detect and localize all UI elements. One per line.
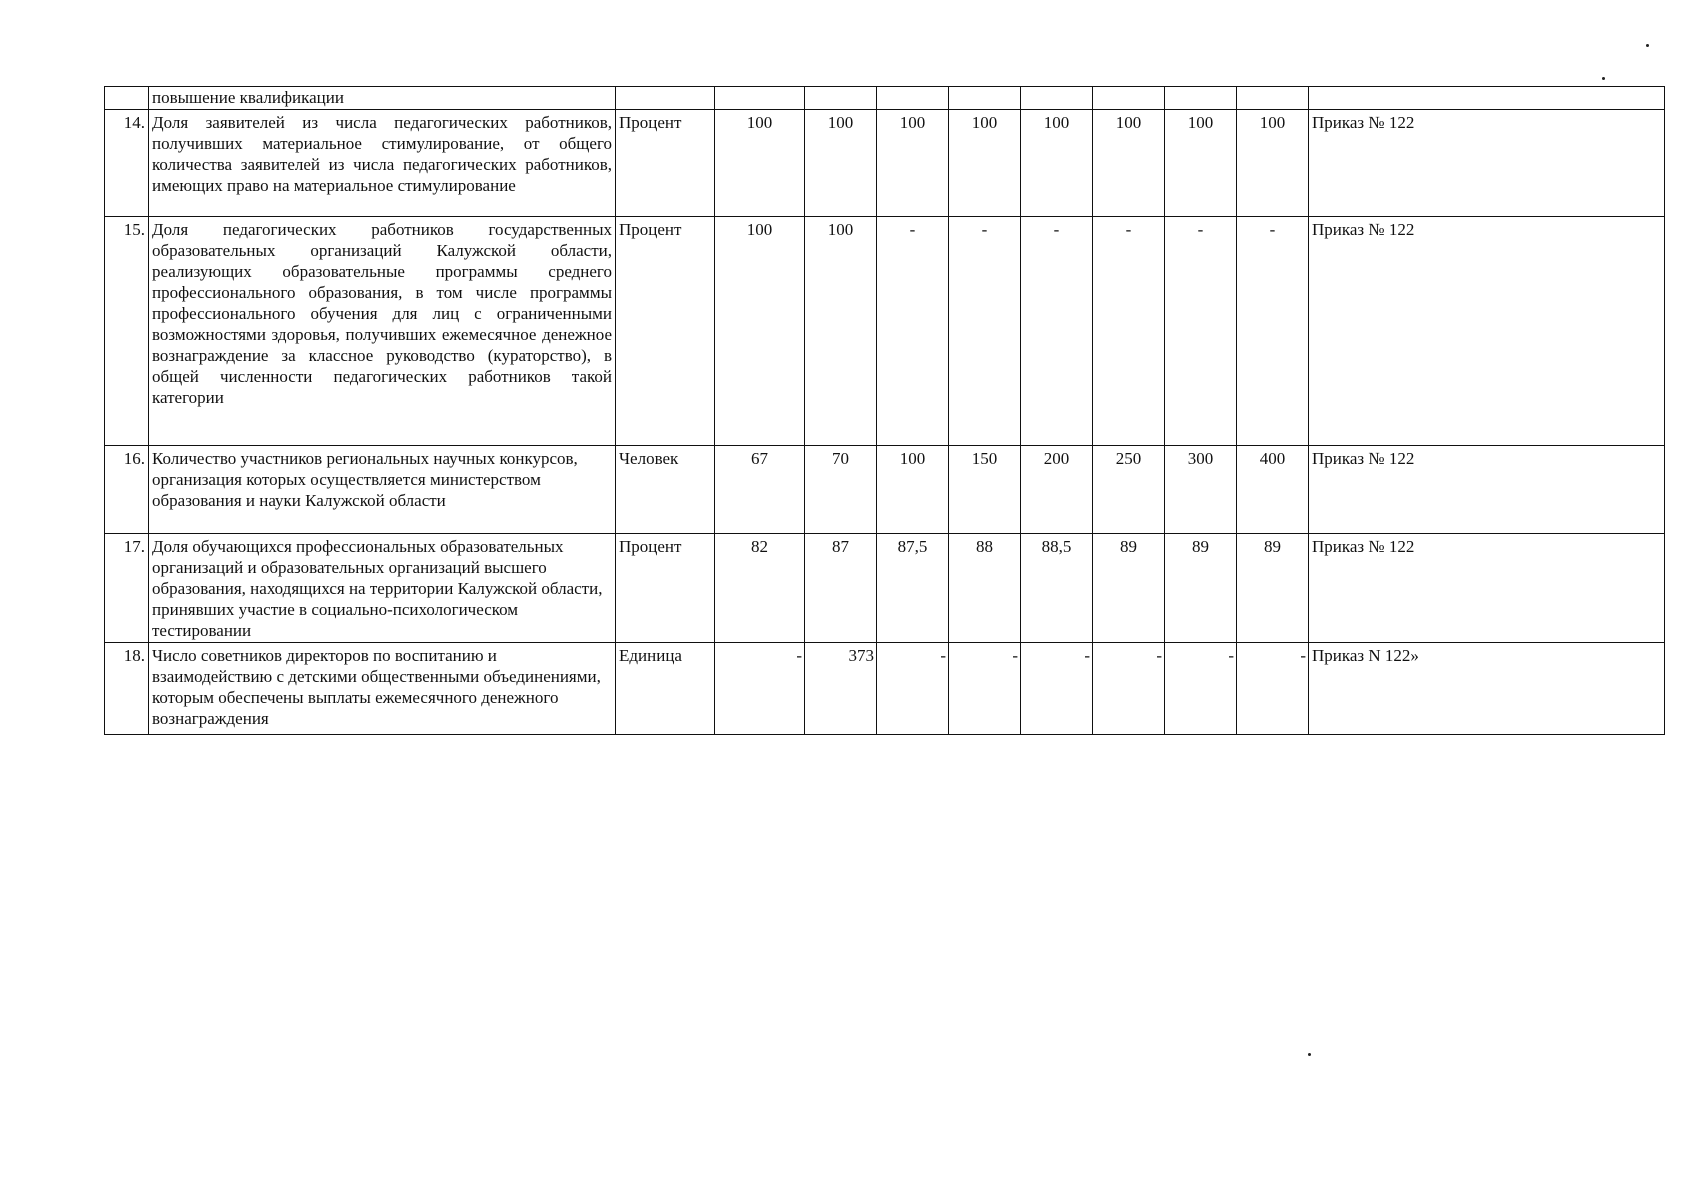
indicator-value: 100: [715, 110, 805, 217]
row-number: 15.: [105, 217, 149, 446]
indicator-value: -: [1165, 643, 1237, 735]
scan-speck: [1308, 1053, 1311, 1056]
table-row: [105, 643, 1665, 735]
value-cell: [1021, 87, 1093, 110]
unit-of-measure: Процент: [616, 217, 715, 446]
row-number: 18.: [105, 643, 149, 735]
indicator-value: 100: [949, 110, 1021, 217]
indicator-description: Количество участников региональных научных конкурсов, организация которых осуществляется министерством образования и науки Калужской области: [149, 446, 616, 534]
indicator-value: -: [1237, 217, 1309, 446]
indicator-value: -: [949, 217, 1021, 446]
indicator-value: 100: [805, 110, 877, 217]
basis-document: Приказ № 122: [1309, 446, 1665, 534]
unit-of-measure: Процент: [616, 110, 715, 217]
row-number-cell: [105, 87, 149, 110]
indicators-table: [104, 86, 1665, 735]
indicator-value: 87,5: [877, 534, 949, 643]
indicator-description: повышение квалификации: [149, 87, 616, 110]
indicator-value: 88: [949, 534, 1021, 643]
unit-cell: [616, 87, 715, 110]
value-cell: [949, 87, 1021, 110]
indicator-value: 100: [1093, 110, 1165, 217]
indicator-value: -: [1021, 217, 1093, 446]
indicator-value: 300: [1165, 446, 1237, 534]
indicator-value: 100: [715, 217, 805, 446]
indicator-value: -: [877, 643, 949, 735]
indicator-value: 100: [877, 446, 949, 534]
basis-document: Приказ N 122»: [1309, 643, 1665, 735]
indicator-value: 100: [1021, 110, 1093, 217]
indicator-value: 89: [1165, 534, 1237, 643]
table-row: [105, 534, 1665, 643]
indicator-description: Доля заявителей из числа педагогических работников, получивших материальное стимулирование, от общего количества заявителей из числа педагогических работников, имеющих право на материальное стимулирование: [149, 110, 616, 217]
scan-speck: [1646, 44, 1649, 47]
indicator-value: 373: [805, 643, 877, 735]
indicator-value: 100: [1165, 110, 1237, 217]
row-number: 17.: [105, 534, 149, 643]
basis-cell: [1309, 87, 1665, 110]
indicator-value: 87: [805, 534, 877, 643]
value-cell: [715, 87, 805, 110]
indicator-value: -: [1093, 217, 1165, 446]
table-row: [105, 446, 1665, 534]
indicator-value: 67: [715, 446, 805, 534]
basis-document: Приказ № 122: [1309, 534, 1665, 643]
indicator-value: 70: [805, 446, 877, 534]
indicator-value: -: [949, 643, 1021, 735]
scan-speck: [1602, 77, 1605, 80]
indicator-value: -: [877, 217, 949, 446]
indicator-value: 150: [949, 446, 1021, 534]
row-number: 14.: [105, 110, 149, 217]
basis-document: Приказ № 122: [1309, 110, 1665, 217]
row-number: 16.: [105, 446, 149, 534]
indicator-value: -: [1093, 643, 1165, 735]
indicator-value: -: [1021, 643, 1093, 735]
indicator-value: 200: [1021, 446, 1093, 534]
unit-of-measure: Человек: [616, 446, 715, 534]
table-row: [105, 87, 1665, 110]
value-cell: [1093, 87, 1165, 110]
indicator-value: 88,5: [1021, 534, 1093, 643]
value-cell: [805, 87, 877, 110]
value-cell: [877, 87, 949, 110]
unit-of-measure: Единица: [616, 643, 715, 735]
indicator-description: Число советников директоров по воспитанию и взаимодействию с детскими общественными объединениями, которым обеспечены выплаты ежемесячного денежного вознаграждения: [149, 643, 616, 735]
value-cell: [1237, 87, 1309, 110]
indicator-value: 100: [877, 110, 949, 217]
indicator-value: -: [715, 643, 805, 735]
indicator-value: 400: [1237, 446, 1309, 534]
indicator-value: 82: [715, 534, 805, 643]
indicator-description: Доля обучающихся профессиональных образовательных организаций и образовательных организаций высшего образования, находящихся на территории Калужской области, принявших участие в социально-психологическом тестировании: [149, 534, 616, 643]
indicator-value: 100: [805, 217, 877, 446]
unit-of-measure: Процент: [616, 534, 715, 643]
table-row: [105, 217, 1665, 446]
value-cell: [1165, 87, 1237, 110]
indicator-value: 89: [1237, 534, 1309, 643]
indicator-value: -: [1165, 217, 1237, 446]
table-row: [105, 110, 1665, 217]
indicator-value: -: [1237, 643, 1309, 735]
indicator-value: 100: [1237, 110, 1309, 217]
indicator-value: 89: [1093, 534, 1165, 643]
basis-document: Приказ № 122: [1309, 217, 1665, 446]
indicator-description: Доля педагогических работников государственных образовательных организаций Калужской области, реализующих образовательные программы среднего профессионального образования, в том числе программы профессионального обучения для лиц с ограниченными возможностями здоровья, получивших ежемесячное денежное вознаграждение за классное руководство (кураторство), в общей численности педагогических работников такой категории: [149, 217, 616, 446]
indicator-value: 250: [1093, 446, 1165, 534]
